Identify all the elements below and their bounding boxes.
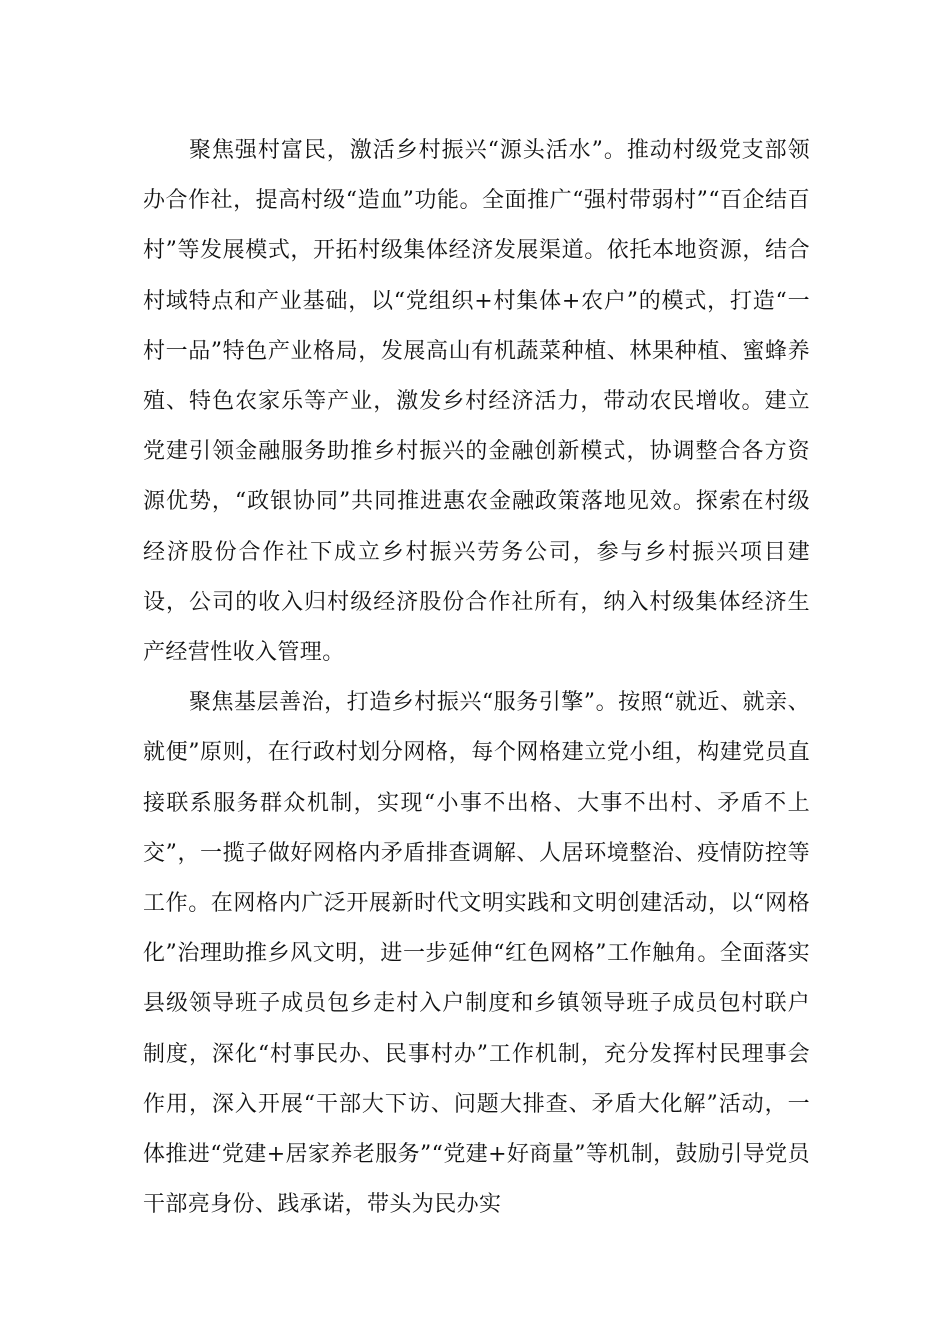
paragraph-grassroots-governance: 聚焦基层善治，打造乡村振兴“服务引擎”。按照“就近、就亲、就便”原则，在行政村划分网格，每个网格建立党小组，构建党员直接联系服务群众机制，实现“小事不出格、大事不出村、矛盾不上交”，一揽子做好网格内矛盾排查调解、人居环境整治、疫情防控等工作。在网格内广泛开展新时代文明实践和文明创建活动，以“网格化”治理助推乡风文明，进一步延伸“红色网格”工作触角。全面落实县级领导班子成员包乡走村入户制度和乡镇领导班子成员包村联户制度，深化“村事民办、民事村办”工作机制，充分发挥村民理事会作用，深入开展“干部大下访、问题大排查、矛盾大化解”活动，一体推进“党建+居家养老服务”“党建+好商量”等机制，鼓励引导党员干部亮身份、践承诺，带头为民办实 — [143, 690, 810, 1218]
paragraph-rural-economy: 聚焦强村富民，激活乡村振兴“源头活水”。推动村级党支部领办合作社，提高村级“造血”功能。全面推广“强村带弱村”“百企结百村”等发展模式，开拓村级集体经济发展渠道。依托本地资源，结合村域特点和产业基础，以“党组织+村集体+农户”的模式，打造“一村一品”特色产业格局，发展高山有机蔬菜种植、林果种植、蜜蜂养殖、特色农家乐等产业，激发乡村经济活力，带动农民增收。建立党建引领金融服务助推乡村振兴的金融创新模式，协调整合各方资源优势，“政银协同”共同推进惠农金融政策落地见效。探索在村级经济股份合作社下成立乡村振兴劳务公司，参与乡村振兴项目建设，公司的收入归村级经济股份合作社所有，纳入村级集体经济生产经营性收入管理。 — [143, 138, 810, 666]
document-body — [143, 126, 810, 1230]
